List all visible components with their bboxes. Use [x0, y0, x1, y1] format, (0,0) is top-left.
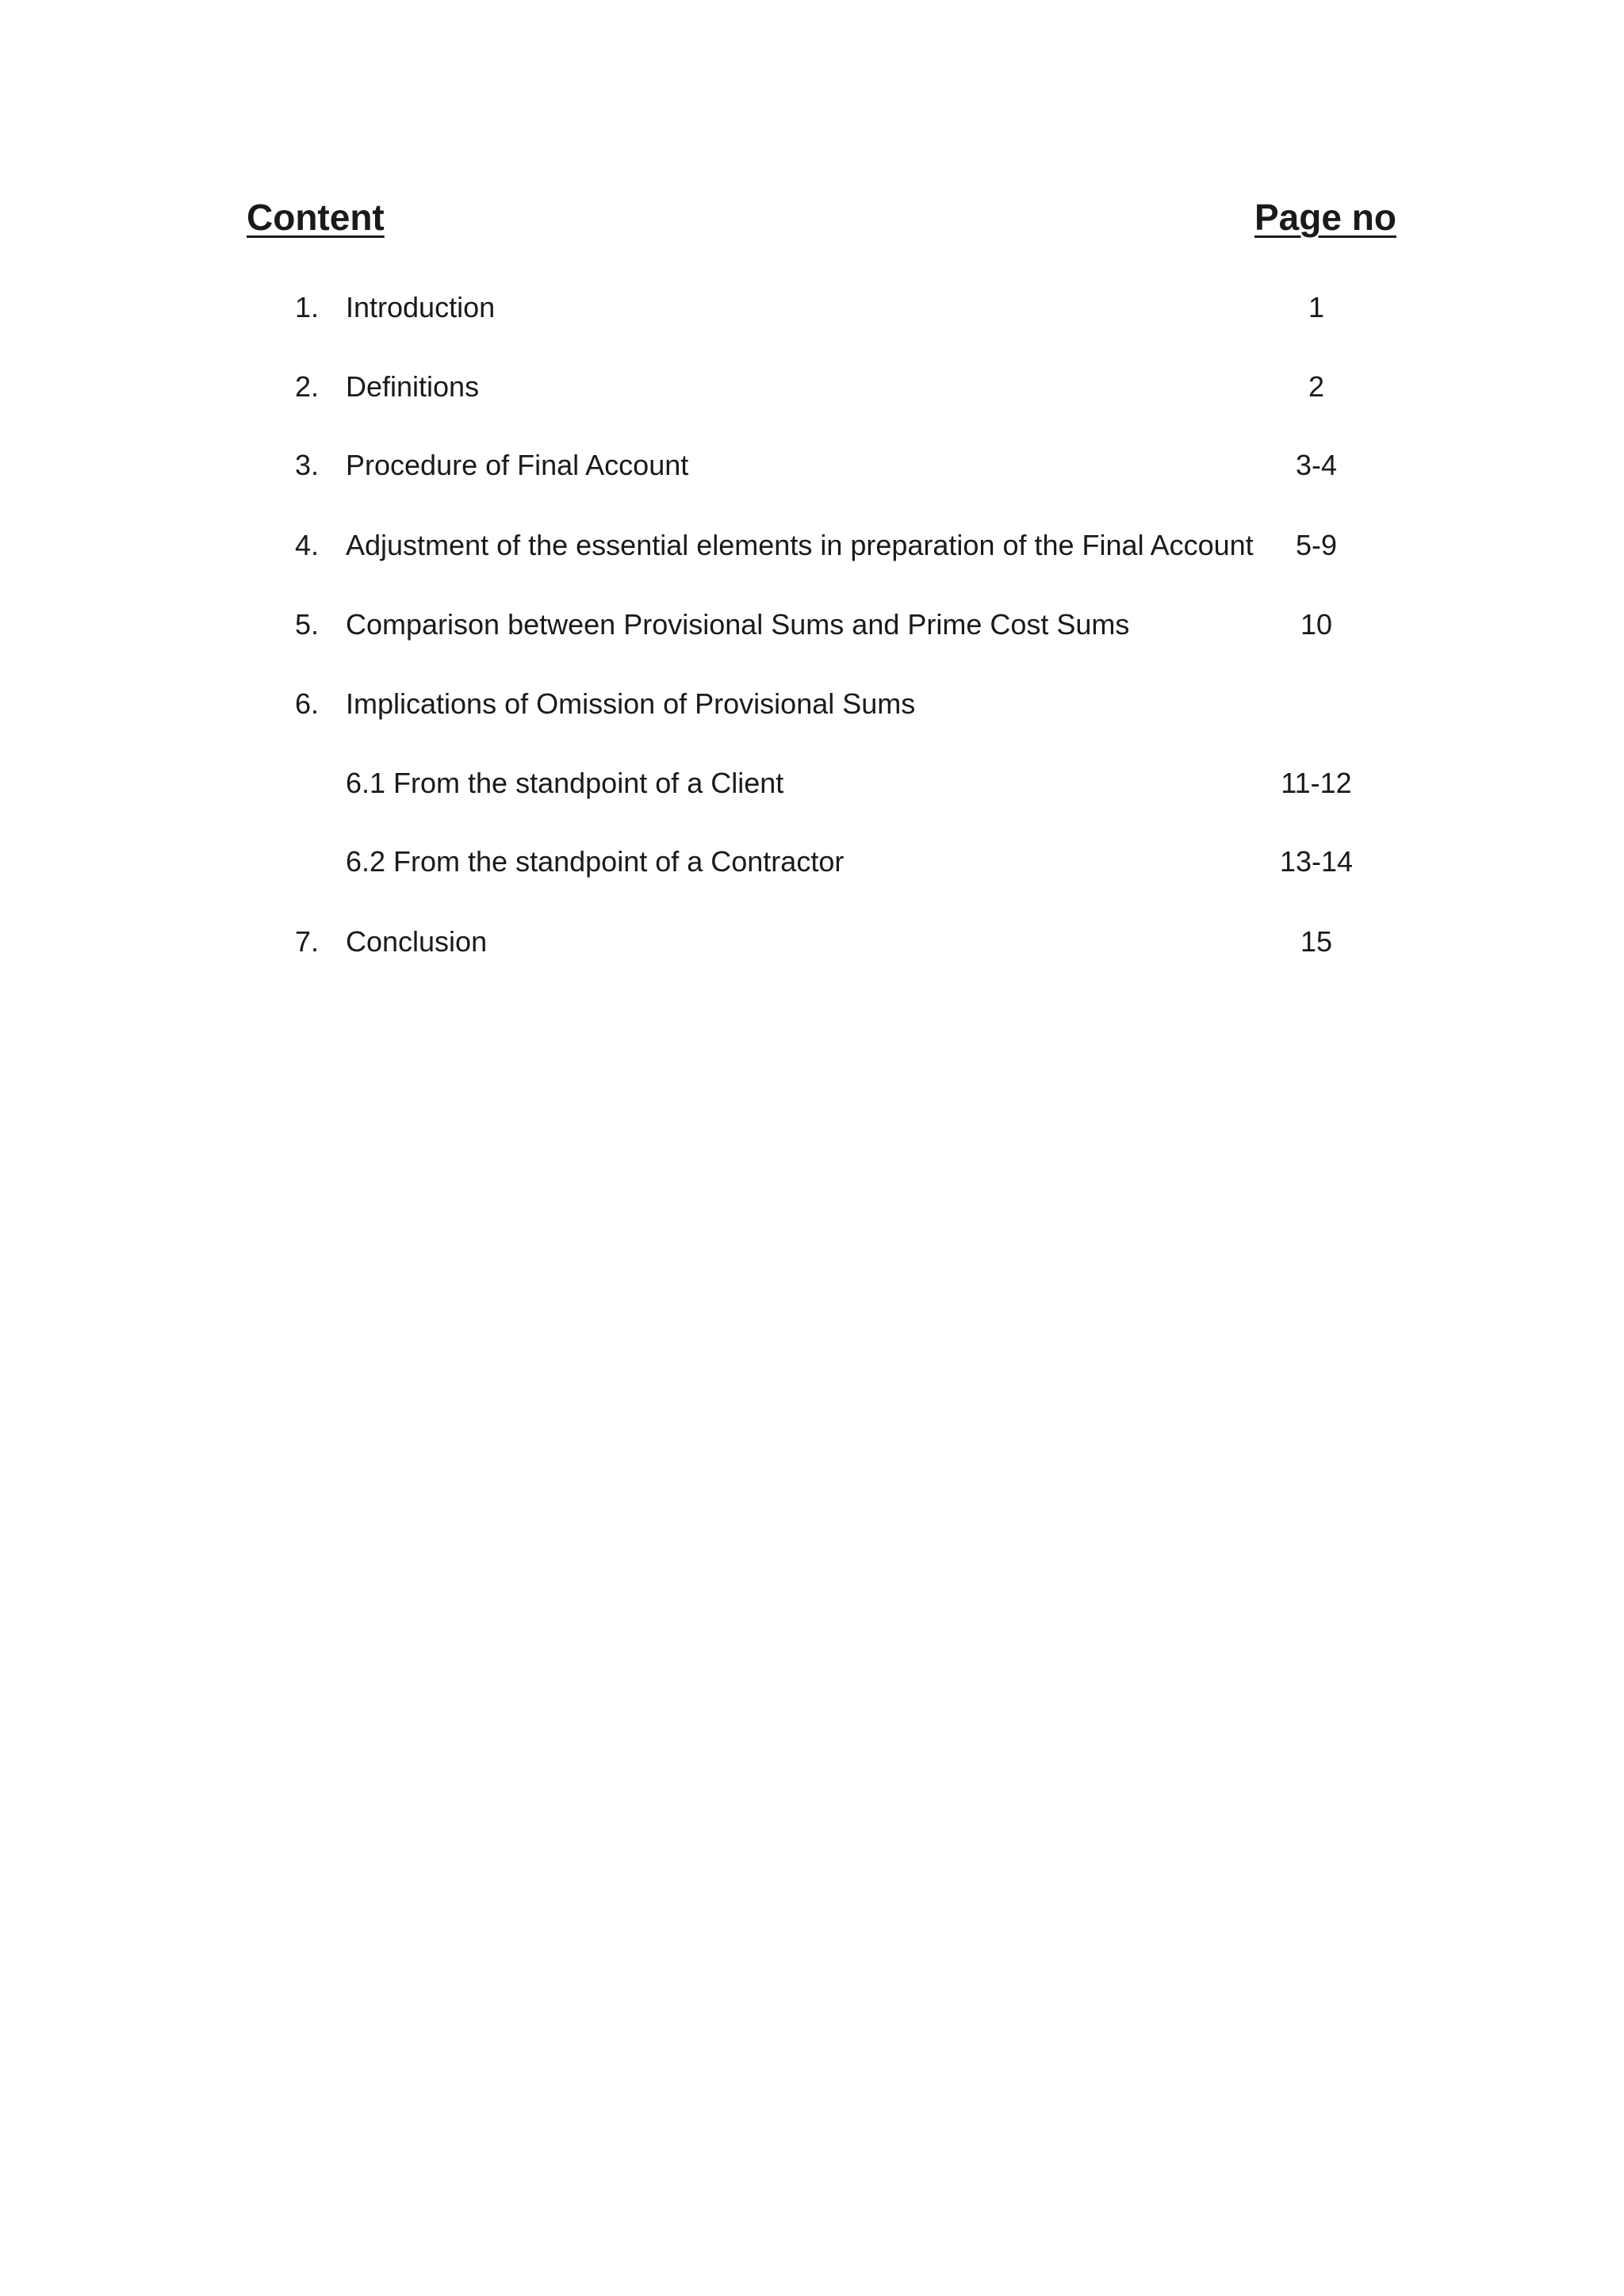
toc-entry-title: Introduction — [346, 291, 496, 323]
toc-entry-conclusion — [0, 918, 1624, 966]
toc-entry-implications — [0, 680, 1624, 728]
toc-entry-number: 3. — [295, 449, 320, 481]
toc-entry-page: 2 — [1308, 370, 1325, 403]
toc-entry-number: 2. — [295, 370, 320, 403]
toc-entry-procedure — [0, 442, 1624, 489]
toc-entry-page: 10 — [1300, 608, 1333, 641]
toc-entry-number: 4. — [295, 529, 320, 561]
toc-entry-number: 1. — [295, 291, 320, 323]
toc-entry-adjustment — [0, 522, 1624, 569]
toc-entry-title: Adjustment of the essential elements in preparation of the Final Account — [346, 529, 1254, 561]
toc-entry-page: 11-12 — [1281, 767, 1352, 799]
toc-entry-title: Conclusion — [346, 925, 488, 958]
toc-entry-definitions — [0, 363, 1624, 411]
content-heading: Content — [247, 197, 385, 238]
toc-entry-page: 1 — [1308, 291, 1325, 323]
toc-entry-title: 6.2 From the standpoint of a Contractor — [346, 845, 845, 878]
toc-entry-number: 5. — [295, 608, 320, 641]
toc-entry-title: Procedure of Final Account — [346, 449, 689, 481]
toc-entry-introduction — [0, 284, 1624, 331]
toc-entry-page: 5-9 — [1295, 529, 1338, 561]
toc-entry-title: 6.1 From the standpoint of a Client — [346, 767, 784, 799]
toc-entry-page: 13-14 — [1279, 845, 1354, 878]
toc-subentry-contractor — [0, 838, 1624, 886]
toc-subentry-client — [0, 760, 1624, 807]
toc-entry-number: 6. — [295, 687, 320, 720]
toc-entry-page: 3-4 — [1295, 449, 1338, 481]
page-no-heading: Page no — [1254, 197, 1396, 238]
toc-entry-title: Implications of Omission of Provisional Sums — [346, 687, 916, 720]
toc-entry-number: 7. — [295, 925, 320, 958]
toc-entry-comparison — [0, 601, 1624, 649]
toc-entry-title: Comparison between Provisional Sums and Prime Cost Sums — [346, 608, 1130, 641]
toc-entry-title: Definitions — [346, 370, 480, 403]
toc-entry-page: 15 — [1300, 925, 1333, 958]
